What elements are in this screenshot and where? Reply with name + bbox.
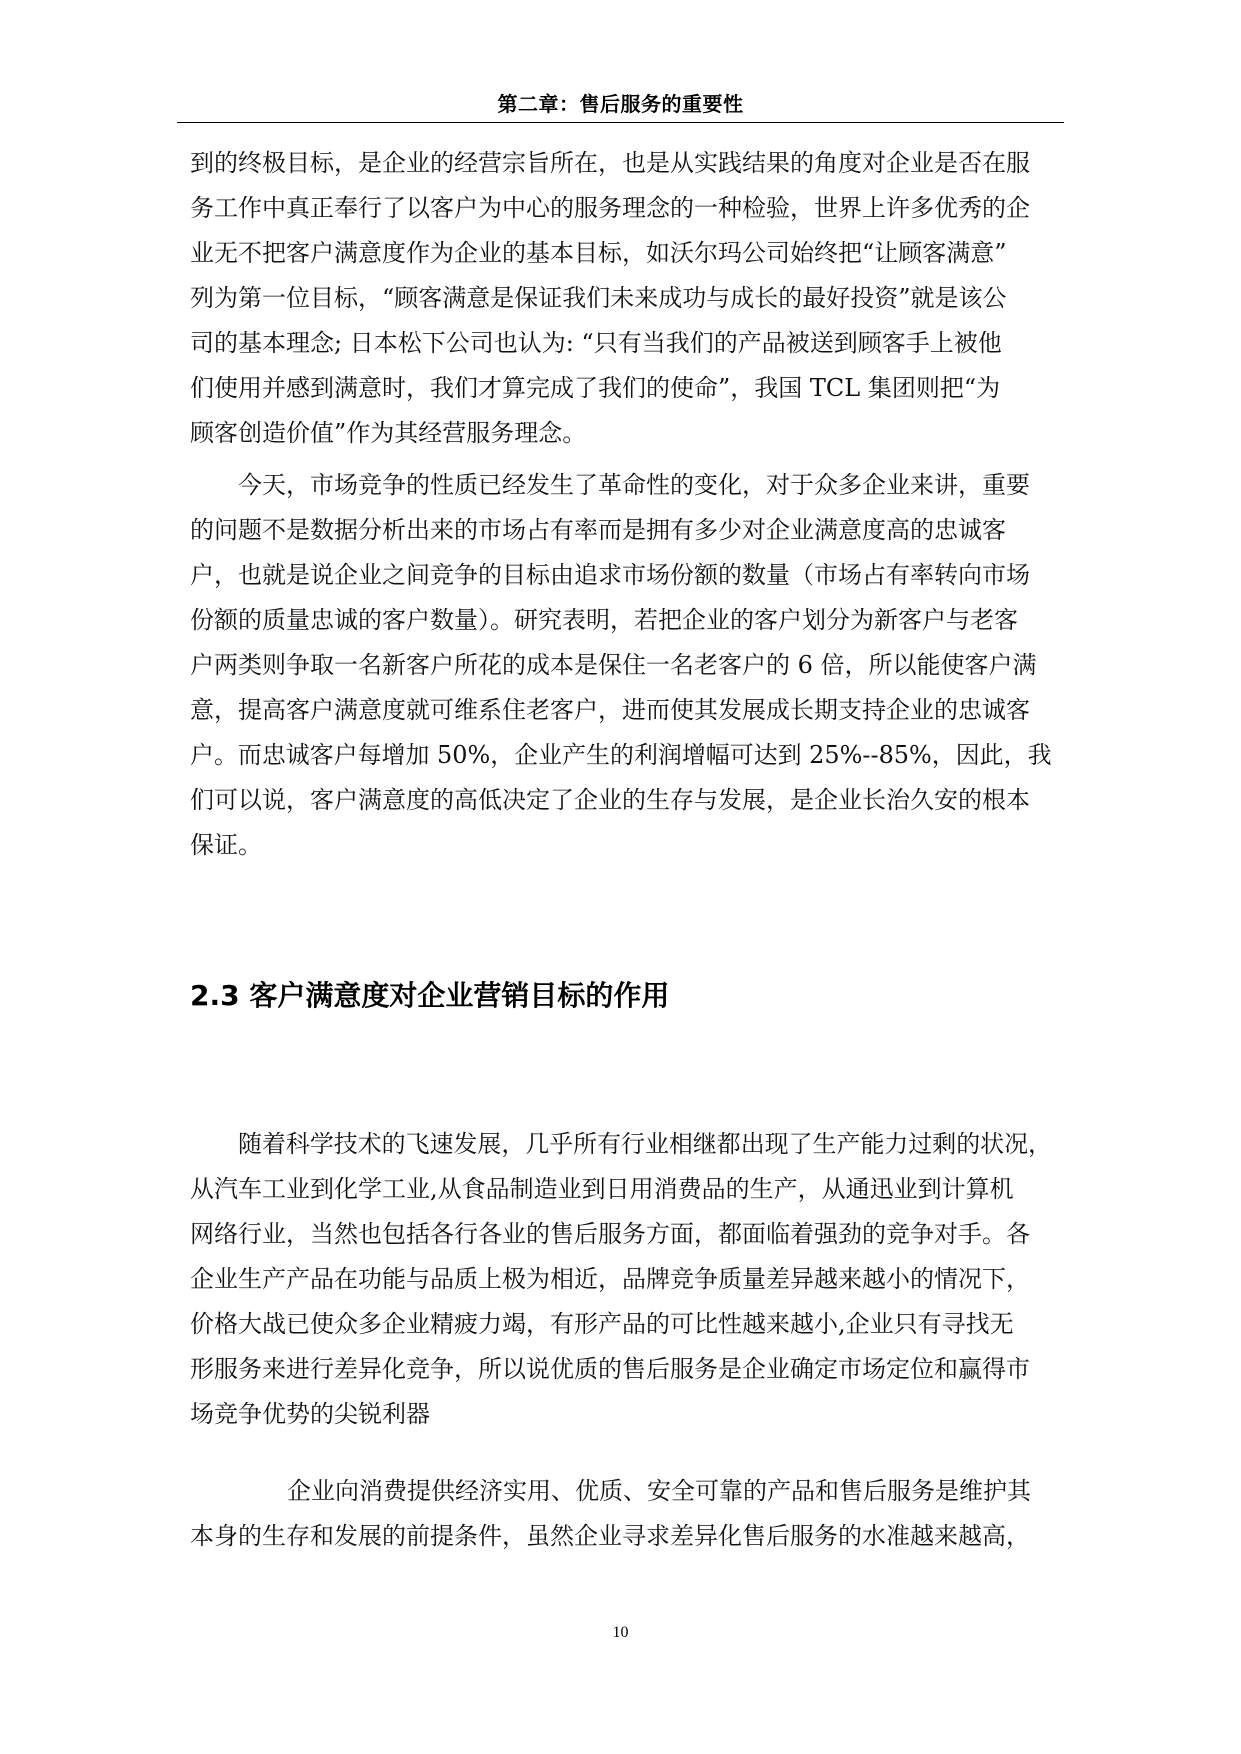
paragraph-2-line: 意，提高客户满意度就可维系住老客户，进而使其发展成长期支持企业的忠诚客 (190, 696, 1030, 724)
paragraph-4-line: 企业向消费提供经济实用、优质、安全可靠的产品和售后服务是维护其 (287, 1477, 1031, 1505)
paragraph-3-line: 场竞争优势的尖锐利器 (190, 1400, 430, 1428)
paragraph-1-line: 到的终极目标，是企业的经营宗旨所在，也是从实践结果的角度对企业是否在服 (190, 149, 1030, 177)
paragraph-1-line: 务工作中真正奉行了以客户为中心的服务理念的一种检验，世界上许多优秀的企 (190, 194, 1030, 222)
paragraph-2-line: 户，也就是说企业之间竞争的目标由追求市场份额的数量（市场占有率转向市场 (190, 561, 1030, 589)
paragraph-2-line: 的问题不是数据分析出来的市场占有率而是拥有多少对企业满意度高的忠诚客 (190, 516, 1006, 544)
paragraph-3-line: 随着科学技术的飞速发展，几乎所有行业相继都出现了生产能力过剩的状况， (238, 1130, 1052, 1158)
section-heading: 2.3 客户满意度对企业营销目标的作用 (190, 979, 670, 1012)
paragraph-1-line: 顾客创造价值”作为其经营服务理念。 (190, 419, 587, 447)
paragraph-3-line: 从汽车工业到化学工业,从食品制造业到日用消费品的生产，从通迅业到计算机 (190, 1175, 1014, 1203)
page-number: 10 (612, 1624, 629, 1641)
paragraph-2-line: 保证。 (190, 831, 262, 859)
paragraph-2-line: 今天，市场竞争的性质已经发生了革命性的变化，对于众多企业来讲，重要 (238, 471, 1030, 499)
paragraph-2-line: 户。而忠诚客户每增加 50%，企业产生的利润增幅可达到 25%--85%，因此，我 (190, 741, 1052, 769)
running-header: 第二章：售后服务的重要性 (497, 92, 744, 116)
paragraph-4-line: 本身的生存和发展的前提条件，虽然企业寻求差异化售后服务的水准越来越高， (190, 1522, 1030, 1550)
paragraph-1-line: 业无不把客户满意度作为企业的基本目标，如沃尔玛公司始终把“让顾客满意” (190, 239, 1007, 267)
paragraph-3-line: 价格大战已使众多企业精疲力竭，有形产品的可比性越来越小,企业只有寻找无 (190, 1310, 1014, 1338)
paragraph-1-line: 司的基本理念; 日本松下公司也认为: “只有当我们的产品被送到顾客手上被他 (190, 329, 1002, 357)
paragraph-1-line: 们使用并感到满意时，我们才算完成了我们的使命”，我国 TCL 集团则把“为 (190, 374, 1001, 402)
paragraph-2-line: 户两类则争取一名新客户所花的成本是保住一名老客户的 6 倍，所以能使客户满 (190, 651, 1037, 679)
paragraph-2-line: 份额的质量忠诚的客户数量）。研究表明，若把企业的客户划分为新客户与老客 (190, 606, 1018, 634)
paragraph-2-line: 们可以说，客户满意度的高低决定了企业的生存与发展，是企业长治久安的根本 (190, 786, 1030, 814)
paragraph-3-line: 形服务来进行差异化竞争，所以说优质的售后服务是企业确定市场定位和赢得市 (190, 1355, 1030, 1383)
paragraph-3-line: 企业生产产品在功能与品质上极为相近，品牌竞争质量差异越来越小的情况下， (190, 1265, 1030, 1293)
header-rule (177, 122, 1064, 123)
paragraph-3-line: 网络行业，当然也包括各行各业的售后服务方面，都面临着强劲的竞争对手。各 (190, 1220, 1030, 1248)
paragraph-1-line: 列为第一位目标，“顾客满意是保证我们未来成功与成长的最好投资”就是该公 (190, 284, 1007, 312)
